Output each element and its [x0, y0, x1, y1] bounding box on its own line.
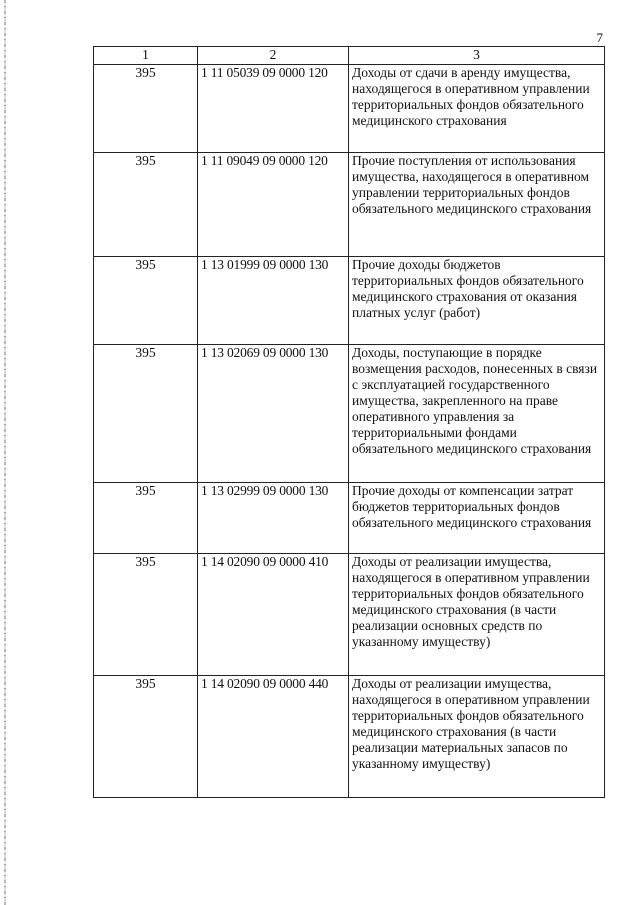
- table-row: [94, 676, 605, 798]
- revenue-name-cell: Прочие доходы бюджетов территориальных фондов обязательного медицинского страхования от оказания платных услуг (работ): [349, 257, 605, 345]
- column-header-2: 2: [198, 47, 349, 65]
- table-row: [94, 345, 605, 483]
- revenue-code-cell: 1 13 02069 09 0000 130: [198, 345, 349, 483]
- table-row: [94, 483, 605, 554]
- table-row: [94, 153, 605, 257]
- revenue-name-cell: Прочие поступления от использования имущества, находящегося в оперативном управлении территориальных фондов обязательного медицинского страхования: [349, 153, 605, 257]
- table-row: [94, 554, 605, 676]
- revenue-name-cell: Доходы от реализации имущества, находящегося в оперативном управлении территориальных фондов обязательного медицинского страхования (в части реализации основных средств по указанному имуществу): [349, 554, 605, 676]
- page-number: 7: [596, 30, 603, 45]
- scan-binding-edge: [4, 0, 6, 905]
- column-header-3: 3: [349, 47, 605, 65]
- revenue-code-cell: 1 13 02999 09 0000 130: [198, 483, 349, 554]
- admin-code-cell: 395: [94, 257, 198, 345]
- admin-code-cell: 395: [94, 345, 198, 483]
- admin-code-cell: 395: [94, 153, 198, 257]
- table-row: [94, 65, 605, 153]
- admin-code-cell: 395: [94, 483, 198, 554]
- revenue-codes-table: [93, 46, 605, 798]
- admin-code-cell: 395: [94, 676, 198, 798]
- revenue-name-cell: Прочие доходы от компенсации затрат бюджетов территориальных фондов обязательного медицинского страхования: [349, 483, 605, 554]
- table-row: [94, 257, 605, 345]
- revenue-code-cell: 1 13 01999 09 0000 130: [198, 257, 349, 345]
- admin-code-cell: 395: [94, 65, 198, 153]
- revenue-code-cell: 1 11 09049 09 0000 120: [198, 153, 349, 257]
- revenue-name-cell: Доходы от сдачи в аренду имущества, находящегося в оперативном управлении территориальных фондов обязательного медицинского страхования: [349, 65, 605, 153]
- revenue-code-cell: 1 11 05039 09 0000 120: [198, 65, 349, 153]
- revenue-code-cell: 1 14 02090 09 0000 410: [198, 554, 349, 676]
- revenue-name-cell: Доходы от реализации имущества, находящегося в оперативном управлении территориальных фондов обязательного медицинского страхования (в части реализации материальных запасов по указанному имуществу): [349, 676, 605, 798]
- column-header-1: 1: [94, 47, 198, 65]
- revenue-name-cell: Доходы, поступающие в порядке возмещения расходов, понесенных в связи с эксплуатацией государственного имущества, закрепленного на праве оперативного управления за территориальными фондами обязательного медицинского страхования: [349, 345, 605, 483]
- admin-code-cell: 395: [94, 554, 198, 676]
- revenue-code-cell: 1 14 02090 09 0000 440: [198, 676, 349, 798]
- table-header-row: [94, 47, 605, 65]
